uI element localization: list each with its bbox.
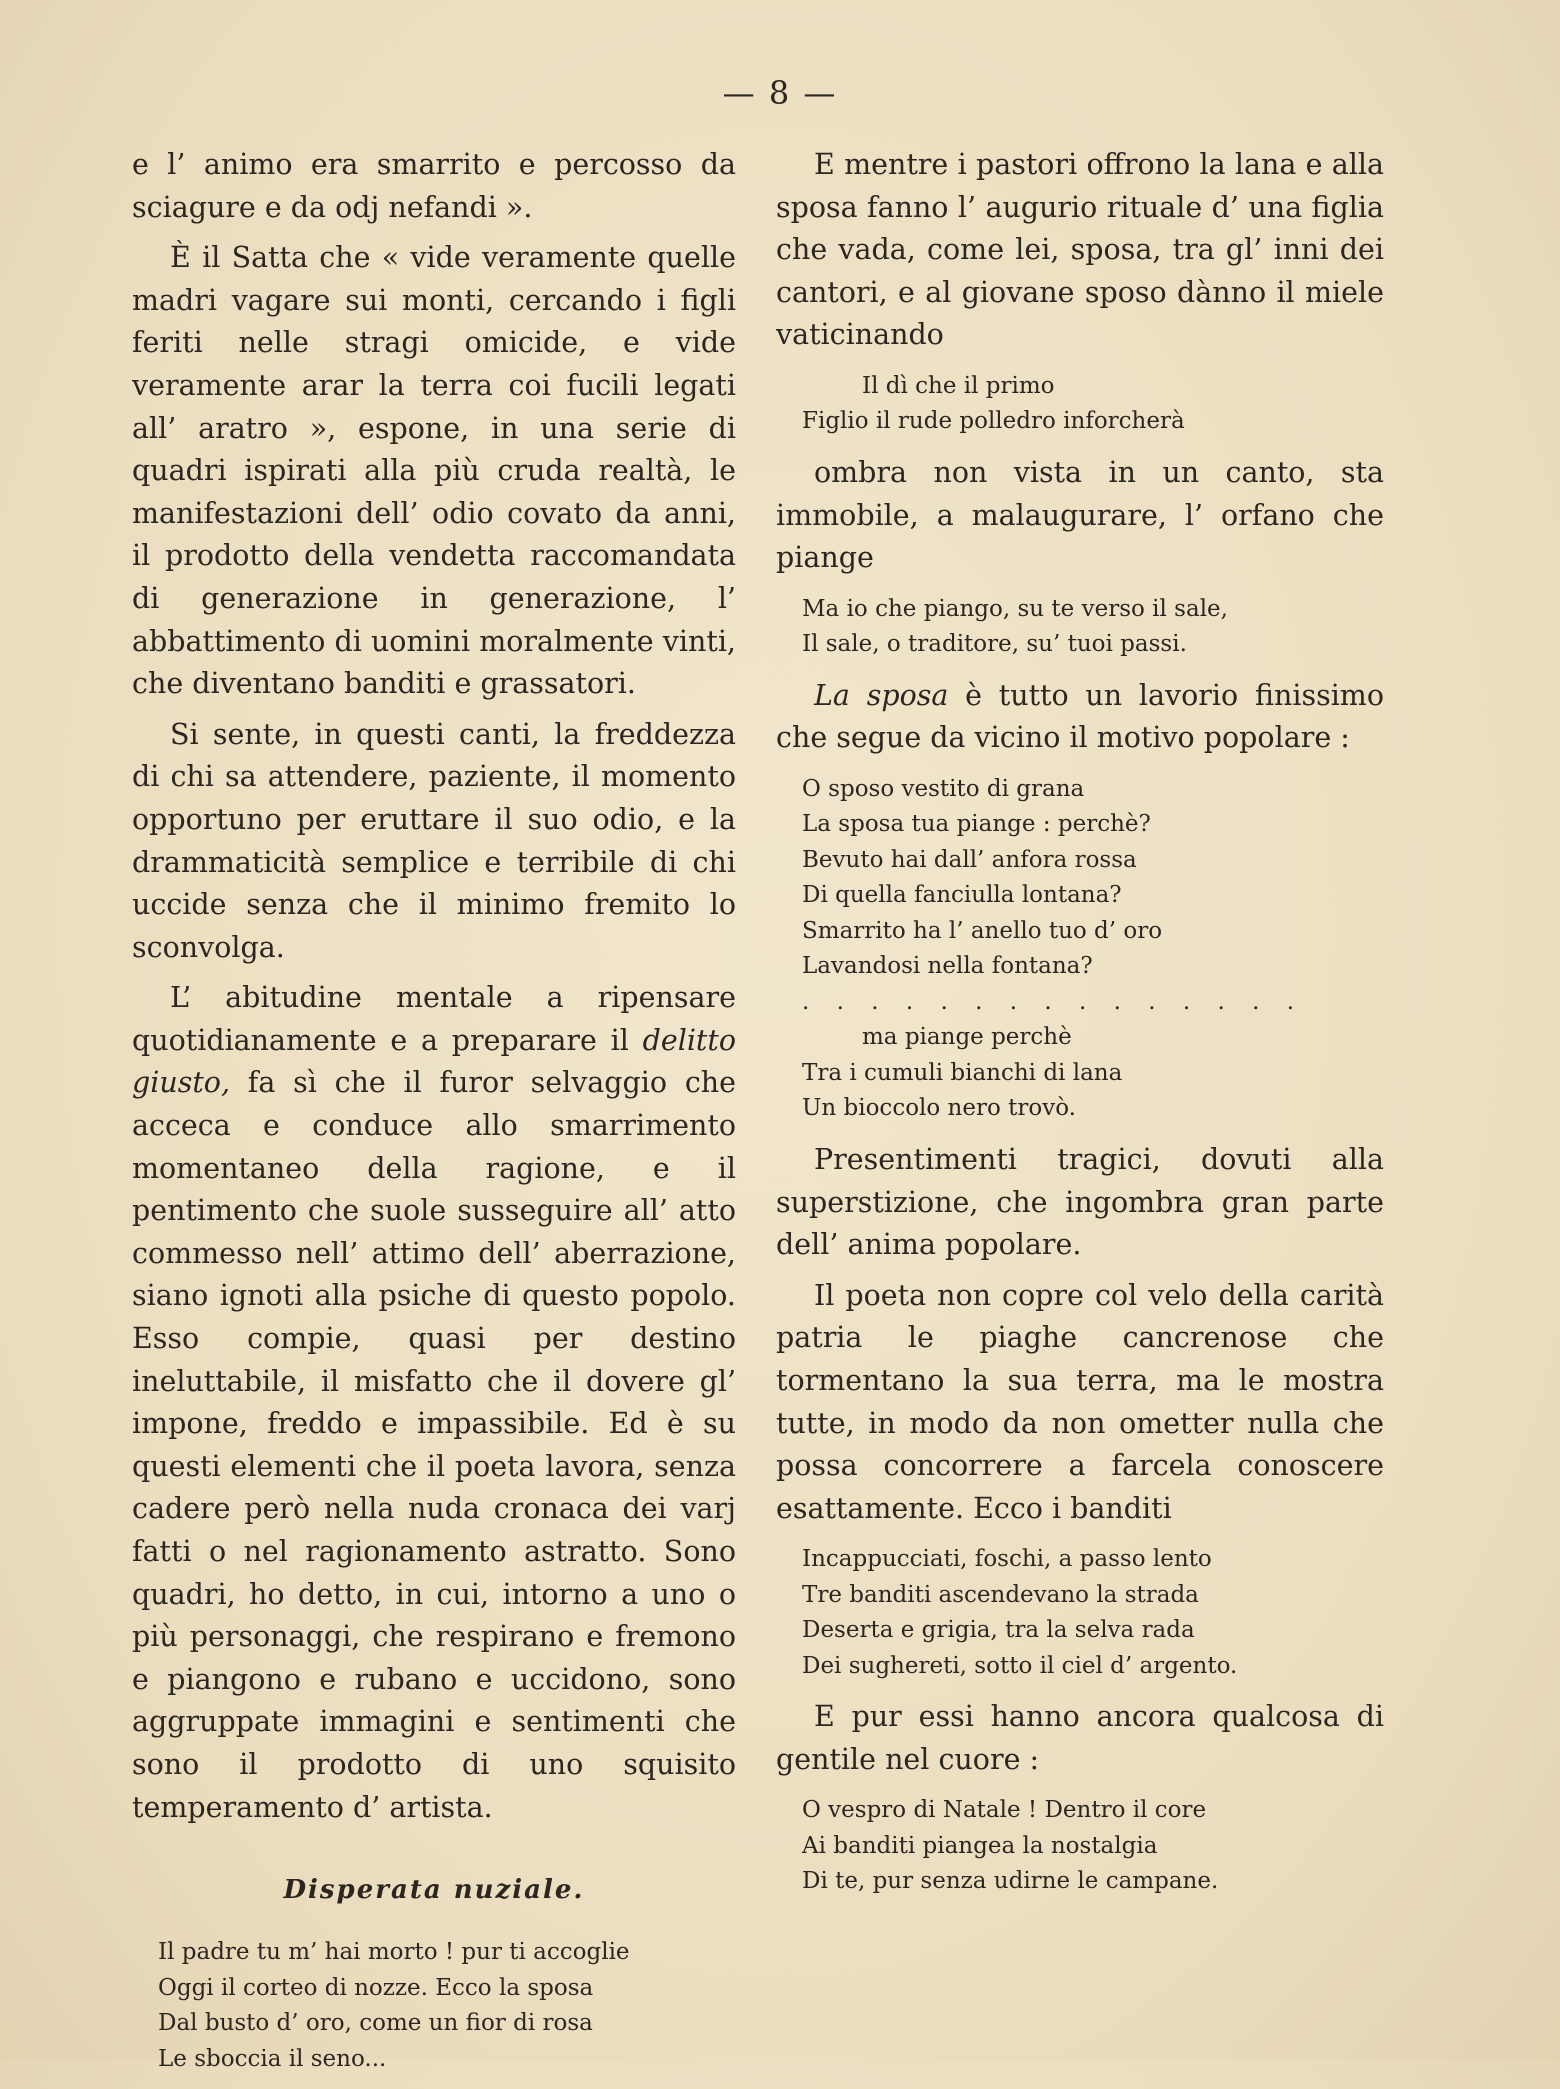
- verse-block: [802, 592, 1384, 663]
- verse-line: Il sale, o traditore, su’ tuoi passi.: [802, 631, 1187, 658]
- paragraph: È il Satta che « vide veramente quelle madri vagare sui monti, cercando i figli feriti nelle stragi omicide, e vide veramente arar la terra coi fucili legati all’ aratro », espone, in una serie di quadri ispirati alla più cruda realtà, le manifestazioni dell’ odio covato da anni, il prodotto della vendetta raccomandata di generazione in generazione, l’ abbattimento di uomini moralmente vinti, che diventano banditi e grassatori.: [132, 241, 736, 701]
- verse-line: Incappucciati, foschi, a passo lento: [802, 1546, 1212, 1573]
- verse-line: Ma io che piango, su te verso il sale,: [802, 595, 1228, 622]
- verse-line: Il dì che il primo: [862, 372, 1055, 399]
- paragraph: [776, 675, 1384, 760]
- paragraph: e l’ animo era smarrito e percosso da sciagure e da odj nefandi ».: [132, 148, 736, 224]
- verse-block: [802, 1793, 1384, 1900]
- ellipsis-line: . . . . . . . . . . . . . . .: [802, 988, 1305, 1015]
- paragraph: E pur essi hanno ancora qualcosa di gentile nel cuore :: [776, 1700, 1384, 1776]
- verse-line: Smarrito ha l’ anello tuo d’ oro: [802, 917, 1163, 944]
- verse-line: O vespro di Natale ! Dentro il core: [802, 1797, 1207, 1824]
- right-column: [776, 144, 1384, 1912]
- verse-line: Oggi il corteo di nozze. Ecco la sposa: [158, 1974, 594, 2001]
- italic-phrase: La sposa: [814, 678, 949, 712]
- verse-block: [802, 1542, 1384, 1684]
- verse-block: [158, 1935, 736, 2077]
- left-column: [132, 144, 736, 2089]
- verse-line: La sposa tua piange : perchè?: [802, 811, 1151, 838]
- verse-line: Lavandosi nella fontana?: [802, 953, 1093, 980]
- verse-line: Bevuto hai dall’ anfora rossa: [802, 846, 1137, 873]
- verse-line: Le sboccia il seno...: [158, 2045, 387, 2072]
- text-run: fa sì che il furor selvaggio che acceca e conduce allo smarrimento momentaneo della ragione, e il pentimento che suole susseguire all’ atto commesso nell’ attimo dell’ aberrazione, siano ignoti alla psiche di questo popolo. Esso compie, quasi per destino ineluttabile, il misfatto che il dovere gl’ impone, freddo e impassibile. Ed è su questi elementi che il poeta lavora, senza cadere però nella nuda cronaca dei varj fatti o nel ragionamento astratto. Sono quadri, ho detto, in cui, intorno a uno o più personaggi, che respirano e fremono e piangono e rubano e uccidono, sono aggruppate immagini e sentimenti che sono il prodotto di uno squisito temperamento d’ artista.: [132, 1066, 736, 1824]
- text-run: è tutto un lavorio finissimo che segue da vicino il motivo popolare :: [776, 678, 1384, 755]
- section-title: Disperata nuziale.: [283, 1875, 585, 1906]
- verse-line: Figlio il rude polledro inforcherà: [802, 408, 1185, 435]
- verse-line: Dei sughereti, sotto il ciel d’ argento.: [802, 1652, 1238, 1679]
- italic-phrase: delitto giusto,: [132, 1023, 736, 1100]
- verse-line: Ai banditi piangea la nostalgia: [802, 1832, 1158, 1859]
- paragraph: Presentimenti tragici, dovuti alla superstizione, che ingombra gran parte dell’ anima popolare.: [776, 1142, 1384, 1262]
- paragraph: ombra non vista in un canto, sta immobile, a malaugurare, l’ orfano che piange: [776, 455, 1384, 575]
- verse-line: Un bioccolo nero trovò.: [802, 1095, 1076, 1122]
- paragraph: [132, 977, 736, 1829]
- verse-line: Deserta e grigia, tra la selva rada: [802, 1617, 1195, 1644]
- paragraph: Il poeta non copre col velo della carità patria le piaghe cancrenose che tormentano la sua terra, ma le mostra tutte, in modo da non ometter nulla che possa concorrere a farcela conoscere esattamente. Ecco i banditi: [776, 1278, 1384, 1525]
- page-number: — 8 —: [722, 74, 838, 112]
- verse-line: Tre banditi ascendevano la strada: [802, 1581, 1199, 1608]
- verse-block: [802, 369, 1384, 440]
- text-run: L’ abitudine mentale a ripensare quotidianamente e a preparare il: [132, 981, 736, 1057]
- verse-line: O sposo vestito di grana: [802, 775, 1085, 802]
- verse-line: Di te, pur senza udirne le campane.: [802, 1868, 1219, 1895]
- verse-block: [802, 772, 1384, 1127]
- verse-line: Dal busto d’ oro, come un fior di rosa: [158, 2010, 593, 2037]
- paragraph: Si sente, in questi canti, la freddezza di chi sa attendere, paziente, il momento opportuno per eruttare il suo odio, e la drammaticità semplice e terribile di chi uccide senza che il minimo fremito lo sconvolga.: [132, 717, 736, 964]
- verse-line: Il padre tu m’ hai morto ! pur ti accoglie: [158, 1939, 630, 1966]
- paragraph: E mentre i pastori offrono la lana e alla sposa fanno l’ augurio rituale d’ una figlia che vada, come lei, sposa, tra gl’ inni dei cantori, e al giovane sposo dànno il miele vaticinando: [776, 148, 1384, 352]
- verse-line: Tra i cumuli bianchi di lana: [802, 1059, 1123, 1086]
- verse-line: ma piange perchè: [862, 1024, 1072, 1051]
- verse-line: Di quella fanciulla lontana?: [802, 882, 1122, 909]
